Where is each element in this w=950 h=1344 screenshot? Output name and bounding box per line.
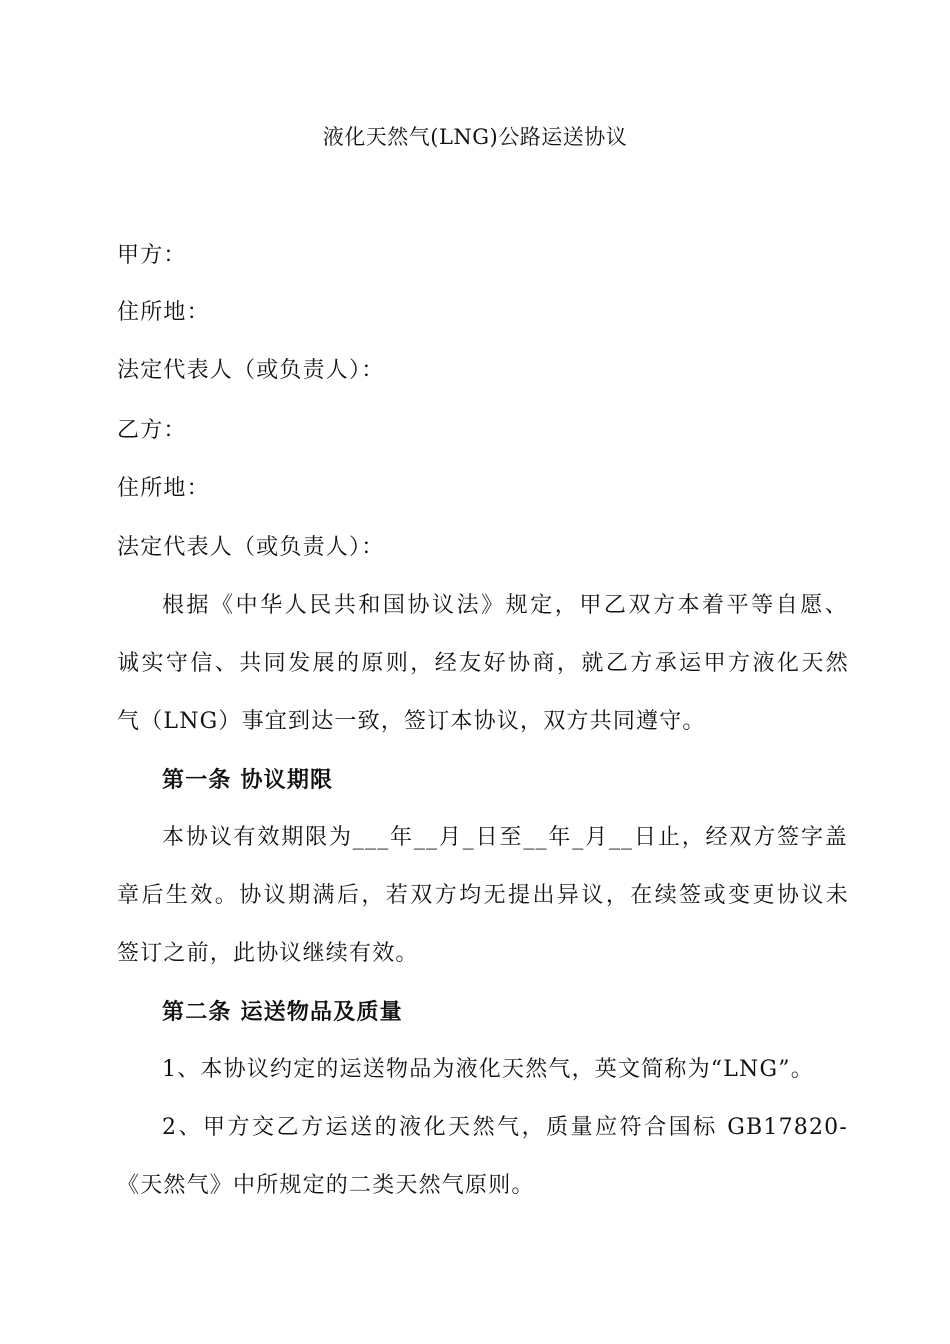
article-1-heading: 第一条 协议期限 [162, 767, 334, 793]
party-b-address-label: 住所地： [117, 476, 210, 501]
party-a-label: 甲方： [117, 243, 187, 268]
preamble-line: 根据《中华人民共和国协议法》规定，甲乙双方本着平等自愿、 [162, 593, 848, 618]
article-1-line: 签订之前，此协议继续有效。 [117, 941, 419, 966]
party-a-representative-label: 法定代表人（或负责人）： [117, 358, 385, 383]
article-2-heading: 第二条 运送物品及质量 [162, 999, 403, 1025]
document-title: 液化天然气(LNG)公路运送协议 [322, 125, 628, 149]
article-2-item-2-line: 2、甲方交乙方运送的液化天然气，质量应符合国标 GB17820- [162, 1115, 848, 1140]
party-a-address-label: 住所地： [117, 300, 210, 325]
article-2-item-1: 1、本协议约定的运送物品为液化天然气，英文简称为“LNG”。 [162, 1057, 814, 1082]
party-b-label: 乙方： [117, 418, 187, 443]
article-2-item-2-line: 《天然气》中所规定的二类天然气原则。 [117, 1173, 535, 1198]
party-b-representative-label: 法定代表人（或负责人）： [117, 535, 385, 560]
article-1-line: 章后生效。协议期满后，若双方均无提出异议，在续签或变更协议未 [117, 883, 849, 908]
preamble-line: 诚实守信、共同发展的原则，经友好协商，就乙方承运甲方液化天然 [117, 651, 849, 676]
article-1-line: 本协议有效期限为___年__月_日至__年_月__日止，经双方签字盖 [162, 825, 848, 850]
preamble-line: 气（LNG）事宜到达一致，签订本协议，双方共同遵守。 [117, 709, 706, 734]
